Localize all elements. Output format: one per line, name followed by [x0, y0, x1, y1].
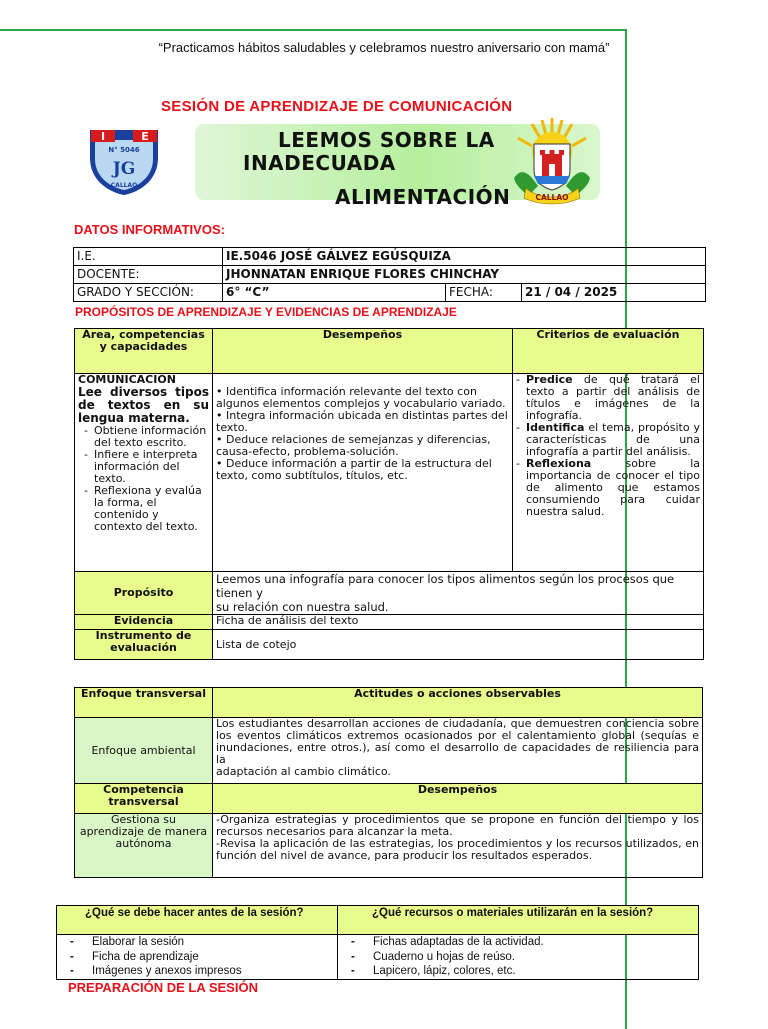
list-item — [516, 374, 700, 422]
logo-letter-e: E — [141, 130, 149, 143]
list-item: - Cuaderno u hojas de reúso. — [341, 950, 695, 965]
table-row — [74, 266, 706, 284]
criterio-verb: Identifica — [526, 421, 585, 434]
evidencia-value: Ficha de análisis del texto — [213, 615, 704, 630]
competencia-text: Lee diversos tipos de textos en su lengua materna. — [78, 385, 209, 425]
banner-title-line1: LEEMOS SOBRE LA — [278, 128, 495, 152]
list-item: • Deduce información a partir de la estructura del texto, como subtítulos, títulos, etc. — [216, 457, 492, 482]
proposito-label: Propósito — [75, 572, 213, 615]
list-item: - Infiere e interpreta información del texto. — [84, 449, 209, 485]
session-title: SESIÓN DE APRENDIZAJE DE COMUNICACIÓN — [161, 98, 513, 115]
antes-list — [60, 935, 334, 979]
desempenos-cell — [213, 374, 513, 572]
table-row — [75, 784, 703, 814]
antes-cell — [57, 935, 338, 980]
enfoque-table — [74, 687, 703, 878]
list-item — [516, 422, 700, 458]
enfoque-text1: Los estudiantes desarrollan acciones de ciudadanía, que demuestren conciencia sobre los eventos climáticos extremos ocasionados por el calentamiento global (sequías e inundaciones, entre otros.), así como el desarrollo de capacidades de resiliencia para la — [216, 717, 699, 766]
criterio-text: de qué tratará el texto a partir del análisis de títulos e imágenes de la infografía. — [526, 373, 700, 422]
list-item: - Ficha de aprendizaje — [60, 950, 334, 965]
datos-heading: DATOS INFORMATIVOS: — [74, 222, 225, 237]
logo-left-city: CALLAO — [110, 182, 138, 189]
propositos-table — [74, 328, 704, 660]
banner-title-line3: ALIMENTACIÓN — [335, 185, 511, 209]
materiales-list — [341, 935, 695, 979]
header-area: Área, competencias y capacidades — [75, 329, 213, 374]
logo-number: N° 5046 — [108, 146, 140, 154]
evidencia-label: Evidencia — [75, 615, 213, 630]
preparacion-heading: PREPARACIÓN DE LA SESIÓN — [68, 980, 258, 995]
list-item: - Lapicero, lápiz, colores, etc. — [341, 964, 695, 979]
logo-letter-i: I — [100, 130, 106, 143]
comp-desempenos-header: Desempeños — [213, 784, 703, 814]
logo-monogram: JG — [112, 159, 136, 179]
table-row — [75, 615, 704, 630]
fecha-label: FECHA: — [446, 284, 522, 302]
logo-right-city: CALLAO — [535, 193, 569, 202]
proposito-line2: su relación con nuestra salud. — [216, 600, 389, 614]
instrumento-value: Lista de cotejo — [213, 630, 704, 660]
criterio-verb: Reflexiona — [526, 457, 592, 470]
propositos-heading: PROPÓSITOS DE APRENDIZAJE Y EVIDENCIAS DE APRENDIZAJE — [75, 305, 457, 319]
enfoque-name: Enfoque ambiental — [75, 718, 213, 784]
competencia-name: Gestiona su aprendizaje de manera autónoma — [75, 814, 213, 878]
ie-label: I.E. — [74, 248, 223, 266]
competencia-header: Competencia transversal — [75, 784, 213, 814]
criterio-text: el tema, propósito y características de una infografía a partir del análisis. — [526, 421, 700, 458]
actitudes-header: Actitudes o acciones observables — [213, 688, 703, 718]
banner-title-line2: INADECUADA — [243, 151, 396, 175]
list-item: - Obtiene información del texto escrito. — [84, 425, 209, 449]
table-row — [75, 688, 703, 718]
area-cell — [75, 374, 213, 572]
criterio-verb: Predice — [526, 373, 573, 386]
instrumento-label: Instrumento de evaluación — [75, 630, 213, 660]
callao-crest-logo — [508, 114, 596, 206]
datos-table — [73, 247, 706, 302]
docente-value: JHONNATAN ENRIQUE FLORES CHINCHAY — [223, 266, 706, 284]
motto-text: “Practicamos hábitos saludables y celebramos nuestro aniversario con mamá” — [158, 40, 610, 55]
table-row — [75, 572, 704, 615]
area-name: COMUNICACIÓN — [78, 373, 176, 386]
school-shield-logo — [86, 124, 162, 196]
enfoque-text2: adaptación al cambio climático. — [216, 765, 391, 778]
proposito-cell — [213, 572, 704, 615]
list-item — [516, 458, 700, 518]
criterios-list — [516, 374, 700, 518]
comp-text1: -Organiza estrategias y procedimientos que se propone en función del tiempo y los recursos necesarios para alcanzar la meta. — [216, 813, 699, 838]
list-item: - Fichas adaptadas de la actividad. — [341, 935, 695, 950]
list-item: • Deduce relaciones de semejanzas y diferencias, causa-efecto, problema-solución. — [216, 433, 491, 458]
list-item: - Imágenes y anexos impresos — [60, 964, 334, 979]
criterios-cell — [513, 374, 704, 572]
enfoque-header: Enfoque transversal — [75, 688, 213, 718]
capacidades-list — [78, 425, 209, 533]
grado-value: 6° “C” — [223, 284, 446, 302]
recursos-table — [56, 905, 699, 980]
table-row — [75, 718, 703, 784]
table-row — [75, 329, 704, 374]
table-row — [74, 248, 706, 266]
table-row — [75, 630, 704, 660]
header-criterios: Criterios de evaluación — [513, 329, 704, 374]
comp-text-cell — [213, 814, 703, 878]
table-row — [75, 814, 703, 878]
antes-header: ¿Qué se debe hacer antes de la sesión? — [57, 906, 338, 935]
header-desempenos: Desempeños — [213, 329, 513, 374]
fecha-value: 21 / 04 / 2025 — [522, 284, 706, 302]
list-item: - Reflexiona y evalúa la forma, el contenido y contexto del texto. — [84, 485, 209, 533]
docente-label: DOCENTE: — [74, 266, 223, 284]
table-row — [57, 906, 699, 935]
grado-label: GRADO Y SECCIÓN: — [74, 284, 223, 302]
materiales-header: ¿Qué recursos o materiales utilizarán en la sesión? — [338, 906, 699, 935]
proposito-line1: Leemos una infografía para conocer los tipos alimentos según los procesos que tienen y — [216, 572, 675, 600]
table-row — [75, 374, 704, 572]
materiales-cell — [338, 935, 699, 980]
list-item: • Integra información ubicada en distintas partes del texto. — [216, 409, 508, 434]
enfoque-text-cell — [213, 718, 703, 784]
list-item: • Identifica información relevante del texto con algunos elementos complejos y vocabulario variado. — [216, 385, 506, 410]
comp-text2: -Revisa la aplicación de las estrategias, los procedimientos y los recursos utilizados, en función del nivel de avance, para producir los resultados esperados. — [216, 837, 699, 862]
criterio-text: sobre la importancia de conocer el tipo de alimento que estamos consumiendo para cuidar nuestra salud. — [526, 457, 700, 518]
table-row — [57, 935, 699, 980]
list-item: - Elaborar la sesión — [60, 935, 334, 950]
ie-value: IE.5046 JOSÉ GÁLVEZ EGÚSQUIZA — [223, 248, 706, 266]
table-row — [74, 284, 706, 302]
